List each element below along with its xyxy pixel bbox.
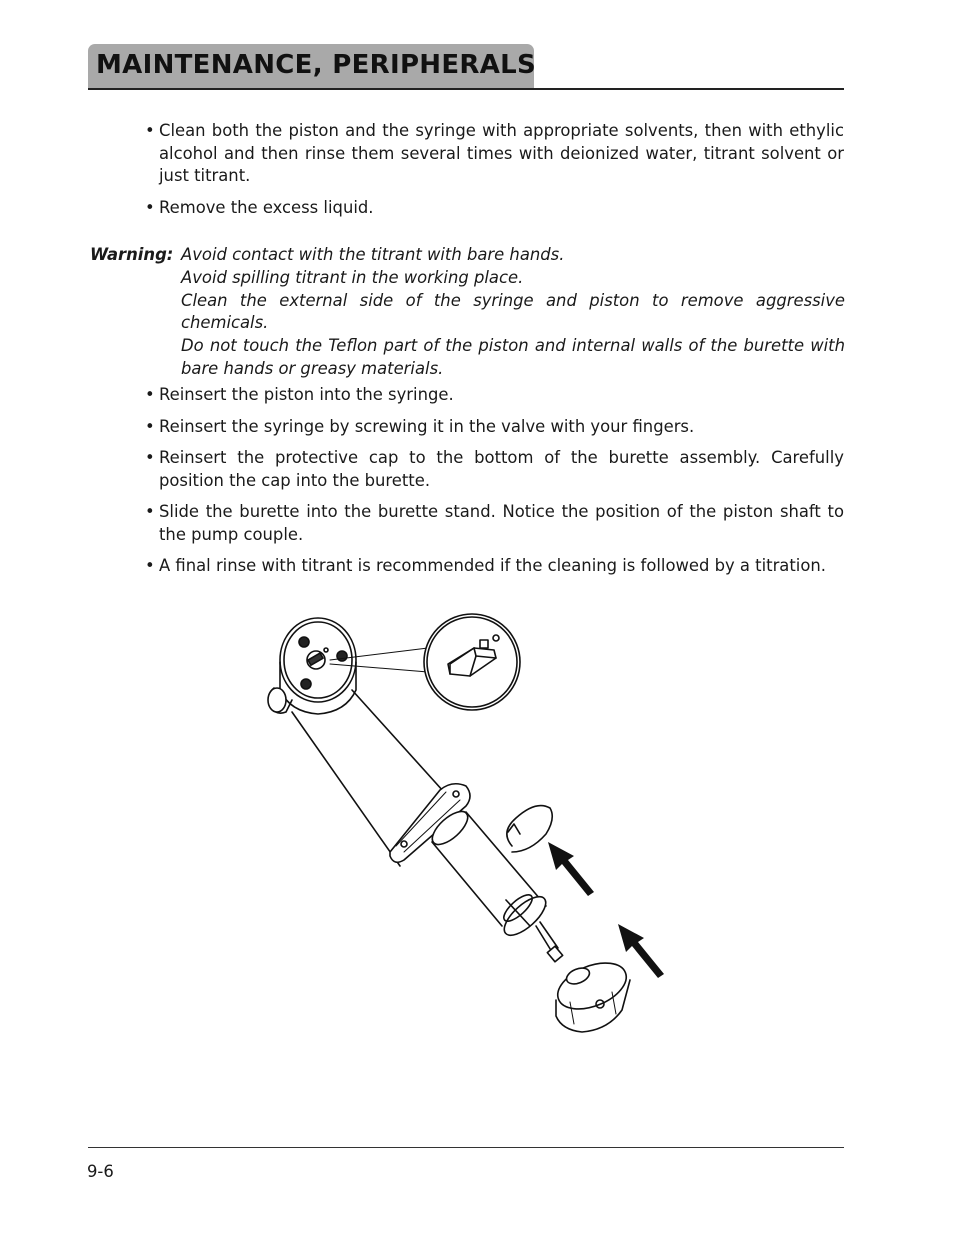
warning-text: [181, 244, 845, 381]
page-number: 9-6: [87, 1162, 114, 1181]
bullet-icon: •: [145, 416, 155, 436]
bullet-list-top: [145, 120, 844, 228]
bullet-list-bottom: [145, 384, 844, 587]
list-item: • Clean both the piston and the syringe with appropriate solvents, then with ethylic alcohol and then rinse them several times with deionized water, titrant solvent or just titrant.: [145, 121, 844, 185]
rotation-arrow: [507, 806, 552, 852]
footer-divider: [88, 1147, 844, 1148]
header-divider: [88, 88, 844, 90]
burette-flange: [390, 784, 473, 863]
list-item: • Reinsert the syringe by screwing it in the valve with your fingers.: [145, 416, 844, 439]
warning-line: Do not touch the Teflon part of the piston and internal walls of the burette with bare hands or greasy materials.: [181, 336, 845, 378]
bullet-icon: •: [145, 556, 155, 575]
warning-block: [90, 244, 846, 378]
list-item: • Slide the burette into the burette stand. Notice the position of the piston shaft to the pump couple.: [145, 502, 844, 544]
bullet-icon: •: [145, 197, 155, 217]
list-item: • Reinsert the piston into the syringe.: [145, 384, 844, 407]
warning-line: Avoid spilling titrant in the working place.: [181, 267, 524, 287]
list-item: • A final rinse with titrant is recommended if the cleaning is followed by a titration.: [145, 555, 844, 578]
burette-assembly-illustration: [255, 600, 685, 1050]
list-item: • Reinsert the protective cap to the bottom of the burette assembly. Carefully position the cap into the burette.: [145, 448, 844, 490]
bullet-icon: •: [145, 121, 155, 140]
list-item: • Remove the excess liquid.: [145, 197, 844, 220]
zoom-detail: [424, 614, 520, 710]
warning-label: Warning:: [90, 245, 174, 264]
bullet-icon: •: [145, 385, 155, 404]
valve-head: [268, 618, 356, 714]
bullet-icon: •: [145, 448, 155, 467]
page-title: MAINTENANCE, PERIPHERALS: [96, 50, 537, 80]
bullet-icon: •: [145, 502, 155, 521]
warning-line: Clean the external side of the syringe and piston to remove aggressive chemicals.: [181, 290, 845, 333]
warning-line: Avoid contact with the titrant with bare hands.: [181, 245, 565, 264]
push-arrow-upper: [548, 842, 594, 896]
protective-cap: [551, 954, 633, 1032]
